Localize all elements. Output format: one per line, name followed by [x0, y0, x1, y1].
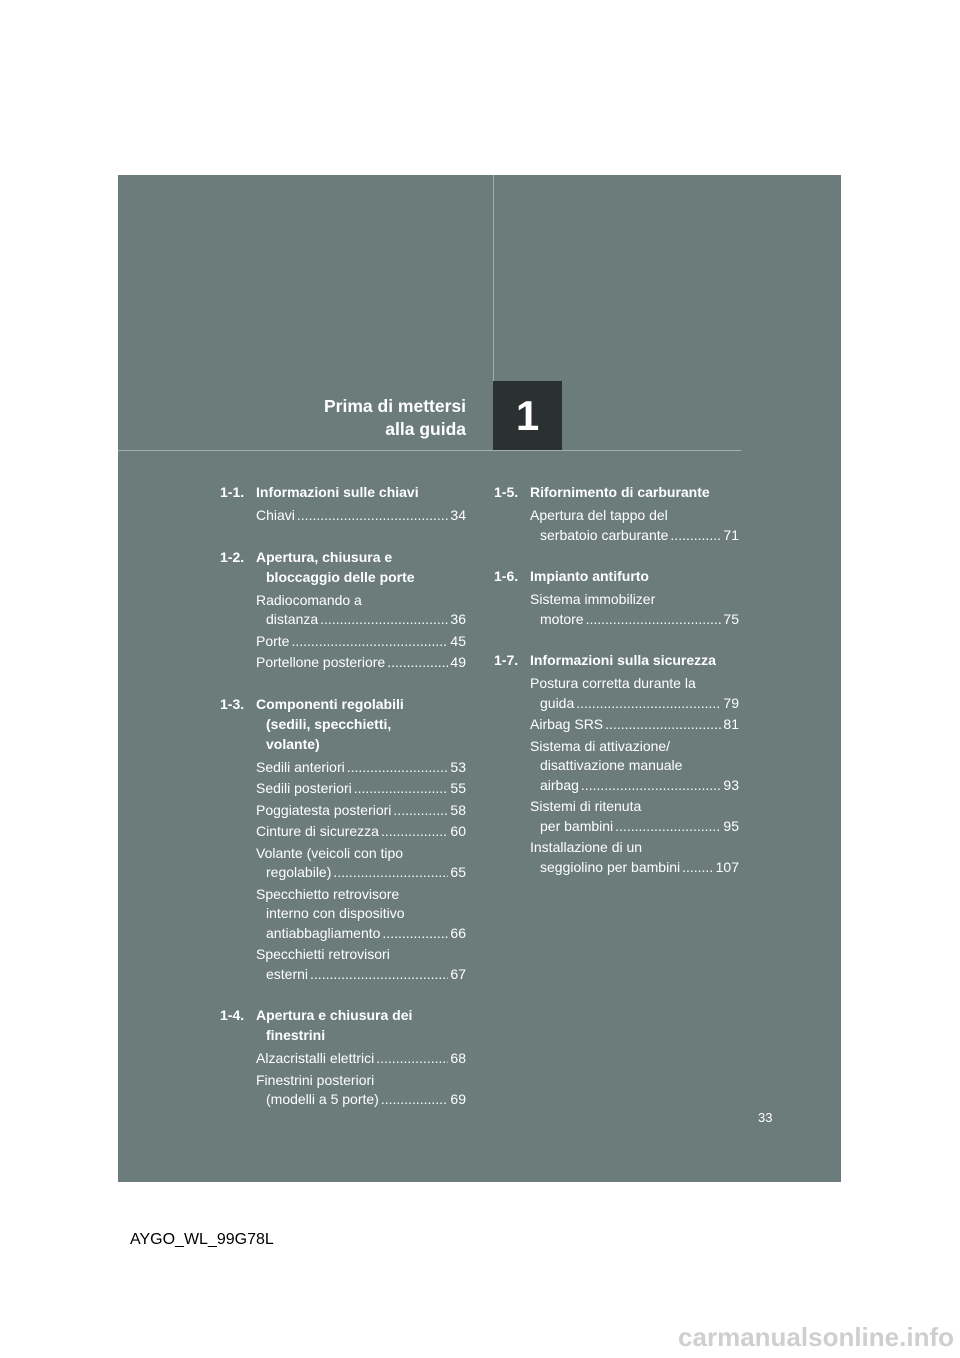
leader-dots: [670, 526, 721, 546]
leader-dots: [387, 653, 448, 673]
section-title-line: Informazioni sulla sicurezza: [530, 652, 716, 668]
toc-entry[interactable]: [256, 844, 466, 883]
entry-line: [256, 653, 466, 673]
entry-title-line: Sistemi di ritenuta: [530, 798, 642, 814]
section-title-line: Rifornimento di carburante: [530, 484, 710, 500]
entry-title-line: seggiolino per bambini: [540, 858, 681, 875]
toc-entry[interactable]: [256, 779, 466, 799]
section-title-line: bloccaggio delle porte: [266, 568, 415, 585]
entry-line: [530, 610, 739, 630]
entry-line: [530, 526, 739, 546]
section-number: 1-3.: [220, 695, 245, 712]
entry-line: [530, 715, 739, 735]
section-heading: [220, 482, 466, 502]
entry-page-number: 75: [723, 610, 739, 627]
chapter-number: 1: [515, 391, 540, 439]
entry-title-line: Volante (veicoli con tipo: [256, 844, 404, 861]
section-number: 1-5.: [494, 484, 519, 500]
toc-entry[interactable]: [530, 590, 739, 629]
entry-title-line: Installazione di un: [530, 839, 643, 855]
leader-dots: [382, 924, 448, 944]
toc-entry[interactable]: [256, 758, 466, 778]
toc-entry[interactable]: [530, 737, 739, 796]
section-title-line: Componenti regolabili: [256, 695, 404, 712]
entry-page-number: 107: [715, 858, 739, 875]
entry-title-line: Sedili posteriori: [256, 780, 352, 796]
entry-title-line: regolabile): [266, 864, 332, 880]
leader-dots: [381, 1090, 449, 1110]
section-title-line: Informazioni sulle chiavi: [256, 484, 419, 500]
entry-title-line: Alzacristalli elettrici: [256, 1050, 375, 1066]
header-divider: [118, 450, 741, 451]
section-title: [530, 650, 739, 670]
entry-line: [256, 610, 466, 630]
entry-title-line: distanza: [266, 611, 319, 627]
entry-title-line: disattivazione manuale: [540, 757, 683, 773]
entry-title-line: guida: [540, 694, 575, 711]
section-heading: [220, 694, 466, 754]
watermark: carmanualsonline.info: [678, 1322, 954, 1352]
section-title: [256, 1005, 466, 1045]
toc-entry[interactable]: [530, 797, 739, 836]
entry-line: [530, 694, 739, 714]
section-heading: [494, 566, 739, 586]
entry-line: [256, 1049, 466, 1069]
entry-title-line: Apertura del tappo del: [530, 507, 668, 523]
entry-title-line: Chiavi: [256, 507, 295, 523]
toc-entry[interactable]: [530, 715, 739, 735]
section-number: 1-4.: [220, 1007, 245, 1023]
section-heading: [220, 1005, 466, 1045]
entry-line: [256, 822, 466, 842]
section-heading: [494, 650, 739, 670]
entry-line: [530, 776, 739, 796]
toc-left-column: [220, 482, 466, 1131]
toc-entry[interactable]: [256, 1071, 466, 1110]
entry-page-number: 45: [450, 632, 466, 649]
section-number: 1-1.: [220, 484, 245, 500]
entry-title-line: esterni: [266, 965, 309, 982]
toc-entry[interactable]: [530, 674, 739, 713]
entry-page-number: 65: [450, 864, 466, 880]
leader-dots: [354, 779, 449, 799]
leader-dots: [320, 610, 448, 630]
entry-title-line: interno con dispositivo: [266, 905, 405, 921]
toc-entry[interactable]: [256, 653, 466, 673]
section-title-line: Impianto antifurto: [530, 568, 649, 584]
toc-entry[interactable]: [530, 838, 739, 877]
section-title: [256, 547, 466, 587]
entry-title-line: Portellone posteriore: [256, 654, 386, 670]
entry-title-line: Cinture di sicurezza: [256, 823, 379, 839]
section-title-line: volante): [266, 735, 320, 752]
toc-entry[interactable]: [256, 885, 466, 944]
toc-entry[interactable]: [256, 822, 466, 842]
leader-dots: [576, 694, 721, 714]
toc-section: [220, 1005, 466, 1110]
toc-entry[interactable]: [256, 591, 466, 630]
leader-dots: [376, 1049, 448, 1069]
entry-page-number: 60: [450, 823, 466, 839]
toc-right-column: [494, 482, 739, 898]
section-title: [530, 482, 739, 502]
entry-page-number: 95: [723, 817, 739, 834]
leader-dots: [605, 715, 721, 735]
entry-line: [256, 632, 466, 652]
entry-page-number: 49: [450, 654, 466, 670]
chapter-title-line-1: Prima di mettersi: [324, 396, 466, 416]
chapter-title: [324, 395, 466, 441]
entry-line: [256, 801, 466, 821]
entry-line: [256, 965, 466, 985]
entry-title-line: Postura corretta durante la: [530, 675, 696, 691]
entry-title-line: serbatoio carburante: [540, 526, 669, 543]
entry-title-line: Sistema immobilizer: [530, 591, 656, 607]
entry-title-line: Sedili anteriori: [256, 758, 345, 775]
section-number: 1-2.: [220, 548, 245, 565]
entry-line: [256, 758, 466, 778]
section-number: 1-7.: [494, 652, 519, 668]
entry-page-number: 93: [723, 776, 739, 793]
section-heading: [220, 547, 466, 587]
leader-dots: [381, 822, 448, 842]
document-code: AYGO_WL_99G78L: [130, 1231, 274, 1248]
entry-page-number: 71: [723, 526, 739, 543]
section-title: [256, 694, 466, 754]
leader-dots: [291, 632, 448, 652]
section-title-line: Apertura, chiusura e: [256, 548, 393, 565]
section-title: [256, 482, 466, 502]
toc-section: [494, 566, 739, 629]
entry-title-line: Airbag SRS: [530, 716, 604, 732]
leader-dots: [615, 817, 721, 837]
toc-section: [494, 650, 739, 877]
entry-line: [530, 858, 739, 878]
entry-title-line: Specchietti retrovisori: [256, 946, 390, 962]
section-number: 1-6.: [494, 568, 519, 584]
entry-page-number: 34: [450, 507, 466, 523]
leader-dots: [347, 758, 449, 778]
chapter-number-box: [493, 381, 562, 450]
section-heading: [494, 482, 739, 502]
entry-title-line: motore: [540, 610, 584, 627]
toc-entry[interactable]: [256, 801, 466, 821]
entry-title-line: Finestrini posteriori: [256, 1071, 375, 1088]
toc-section: [220, 694, 466, 985]
entry-line: [530, 817, 739, 837]
entry-title-line: (modelli a 5 porte): [266, 1091, 379, 1107]
leader-dots: [310, 965, 448, 985]
entry-page-number: 81: [723, 716, 739, 732]
page-number: 33: [758, 1110, 773, 1125]
toc-entry[interactable]: [256, 632, 466, 652]
leader-dots: [586, 610, 722, 630]
leader-dots: [297, 506, 449, 526]
chapter-title-line-2: alla guida: [385, 419, 466, 439]
entry-page-number: 36: [450, 611, 466, 627]
entry-page-number: 67: [450, 965, 466, 982]
entry-title-line: per bambini: [540, 817, 614, 834]
leader-dots: [393, 801, 448, 821]
section-title-line: finestrini: [266, 1027, 326, 1043]
toc-section: [220, 547, 466, 673]
toc-entry[interactable]: [256, 506, 466, 526]
toc-entry[interactable]: [256, 1049, 466, 1069]
entry-page-number: 53: [450, 758, 466, 775]
section-title-line: (sedili, specchietti,: [266, 715, 392, 732]
toc-entry[interactable]: [530, 506, 739, 545]
entry-title-line: Radiocomando a: [256, 591, 362, 608]
entry-page-number: 68: [450, 1050, 466, 1066]
leader-dots: [581, 776, 722, 796]
entry-page-number: 58: [450, 801, 466, 818]
entry-line: [256, 924, 466, 944]
toc-section: [220, 482, 466, 526]
entry-line: [256, 779, 466, 799]
section-title-line: Apertura e chiusura dei: [256, 1007, 413, 1023]
entry-line: [256, 506, 466, 526]
entry-page-number: 55: [450, 780, 466, 796]
entry-title-line: antiabbagliamento: [266, 924, 381, 941]
toc-section: [494, 482, 739, 545]
entry-title-line: Specchietto retrovisore: [256, 885, 400, 902]
entry-line: [256, 1090, 466, 1110]
entry-page-number: 69: [450, 1091, 466, 1107]
toc-entry[interactable]: [256, 945, 466, 984]
entry-title-line: Porte: [256, 632, 290, 649]
entry-line: [256, 863, 466, 883]
entry-page-number: 66: [450, 924, 466, 941]
entry-title-line: airbag: [540, 776, 579, 793]
leader-dots: [333, 863, 448, 883]
entry-page-number: 79: [723, 694, 739, 711]
entry-title-line: Sistema di attivazione/: [530, 737, 671, 754]
section-title: [530, 566, 739, 586]
entry-title-line: Poggiatesta posteriori: [256, 801, 392, 818]
leader-dots: [682, 858, 714, 878]
